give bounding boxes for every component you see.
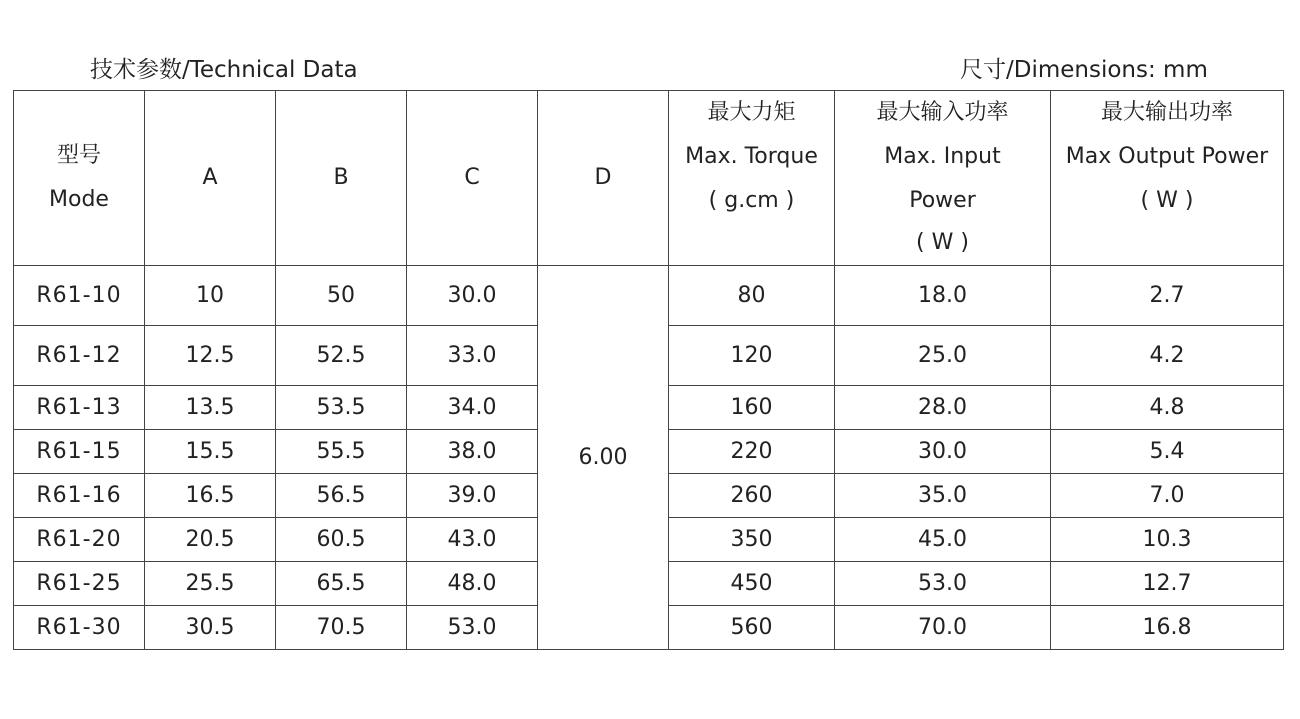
cell-d-merged: 6.00 bbox=[538, 266, 669, 650]
cell-input-power: 35.0 bbox=[835, 474, 1051, 518]
cell-b: 53.5 bbox=[276, 386, 407, 430]
header-torque-cn: 最大力矩 bbox=[707, 100, 796, 125]
header-torque-unit: ( g.cm ) bbox=[708, 188, 795, 213]
cell-torque: 560 bbox=[669, 606, 835, 650]
cell-output-power: 16.8 bbox=[1051, 606, 1284, 650]
cell-output-power: 2.7 bbox=[1051, 266, 1284, 326]
header-a: A bbox=[145, 91, 276, 266]
cell-input-power: 25.0 bbox=[835, 326, 1051, 386]
cell-model: R61-20 bbox=[14, 518, 145, 562]
cell-output-power: 12.7 bbox=[1051, 562, 1284, 606]
header-b: B bbox=[276, 91, 407, 266]
cell-model: R61-30 bbox=[14, 606, 145, 650]
cell-output-power: 4.2 bbox=[1051, 326, 1284, 386]
cell-output-power: 5.4 bbox=[1051, 430, 1284, 474]
cell-b: 70.5 bbox=[276, 606, 407, 650]
cell-input-power: 53.0 bbox=[835, 562, 1051, 606]
cell-c: 38.0 bbox=[407, 430, 538, 474]
cell-model: R61-12 bbox=[14, 326, 145, 386]
header-model bbox=[14, 91, 145, 266]
cell-c: 39.0 bbox=[407, 474, 538, 518]
cell-output-power: 7.0 bbox=[1051, 474, 1284, 518]
header-max-output-power bbox=[1051, 91, 1284, 266]
cell-torque: 160 bbox=[669, 386, 835, 430]
cell-input-power: 70.0 bbox=[835, 606, 1051, 650]
header-c: C bbox=[407, 91, 538, 266]
cell-c: 48.0 bbox=[407, 562, 538, 606]
table-header-row bbox=[14, 91, 1284, 266]
header-max-input-power bbox=[835, 91, 1051, 266]
cell-torque: 120 bbox=[669, 326, 835, 386]
header-input-en-1: Max. Input bbox=[884, 144, 1001, 169]
cell-a: 15.5 bbox=[145, 430, 276, 474]
cell-torque: 220 bbox=[669, 430, 835, 474]
cell-b: 65.5 bbox=[276, 562, 407, 606]
cell-b: 56.5 bbox=[276, 474, 407, 518]
header-model-cn: 型号 bbox=[56, 143, 101, 168]
header-input-en-2: Power bbox=[909, 188, 976, 213]
cell-c: 30.0 bbox=[407, 266, 538, 326]
header-input-cn: 最大输入功率 bbox=[876, 100, 1009, 125]
cell-c: 33.0 bbox=[407, 326, 538, 386]
header-output-cn: 最大输出功率 bbox=[1100, 100, 1233, 125]
cell-a: 30.5 bbox=[145, 606, 276, 650]
cell-c: 34.0 bbox=[407, 386, 538, 430]
cell-model: R61-15 bbox=[14, 430, 145, 474]
cell-a: 12.5 bbox=[145, 326, 276, 386]
technical-data-title: 技术参数/Technical Data bbox=[90, 57, 358, 83]
cell-c: 53.0 bbox=[407, 606, 538, 650]
cell-model: R61-13 bbox=[14, 386, 145, 430]
cell-input-power: 18.0 bbox=[835, 266, 1051, 326]
header-output-unit: ( W ) bbox=[1140, 188, 1194, 213]
cell-b: 52.5 bbox=[276, 326, 407, 386]
header-model-en: Mode bbox=[49, 187, 109, 212]
table-row bbox=[14, 266, 1284, 326]
cell-torque: 350 bbox=[669, 518, 835, 562]
cell-model: R61-25 bbox=[14, 562, 145, 606]
technical-data-table bbox=[13, 90, 1284, 650]
header-d: D bbox=[538, 91, 669, 266]
cell-input-power: 30.0 bbox=[835, 430, 1051, 474]
cell-b: 60.5 bbox=[276, 518, 407, 562]
header-input-unit: ( W ) bbox=[916, 230, 969, 255]
header-output-en: Max Output Power bbox=[1065, 144, 1269, 169]
cell-output-power: 10.3 bbox=[1051, 518, 1284, 562]
cell-output-power: 4.8 bbox=[1051, 386, 1284, 430]
cell-b: 55.5 bbox=[276, 430, 407, 474]
header-torque-en: Max. Torque bbox=[685, 144, 818, 169]
dimensions-unit-label: 尺寸/Dimensions: mm bbox=[960, 57, 1208, 83]
cell-a: 25.5 bbox=[145, 562, 276, 606]
cell-model: R61-10 bbox=[14, 266, 145, 326]
cell-b: 50 bbox=[276, 266, 407, 326]
cell-input-power: 45.0 bbox=[835, 518, 1051, 562]
cell-torque: 450 bbox=[669, 562, 835, 606]
cell-input-power: 28.0 bbox=[835, 386, 1051, 430]
cell-torque: 260 bbox=[669, 474, 835, 518]
cell-c: 43.0 bbox=[407, 518, 538, 562]
cell-a: 20.5 bbox=[145, 518, 276, 562]
cell-model: R61-16 bbox=[14, 474, 145, 518]
cell-a: 16.5 bbox=[145, 474, 276, 518]
cell-a: 10 bbox=[145, 266, 276, 326]
cell-a: 13.5 bbox=[145, 386, 276, 430]
cell-torque: 80 bbox=[669, 266, 835, 326]
header-max-torque bbox=[669, 91, 835, 266]
